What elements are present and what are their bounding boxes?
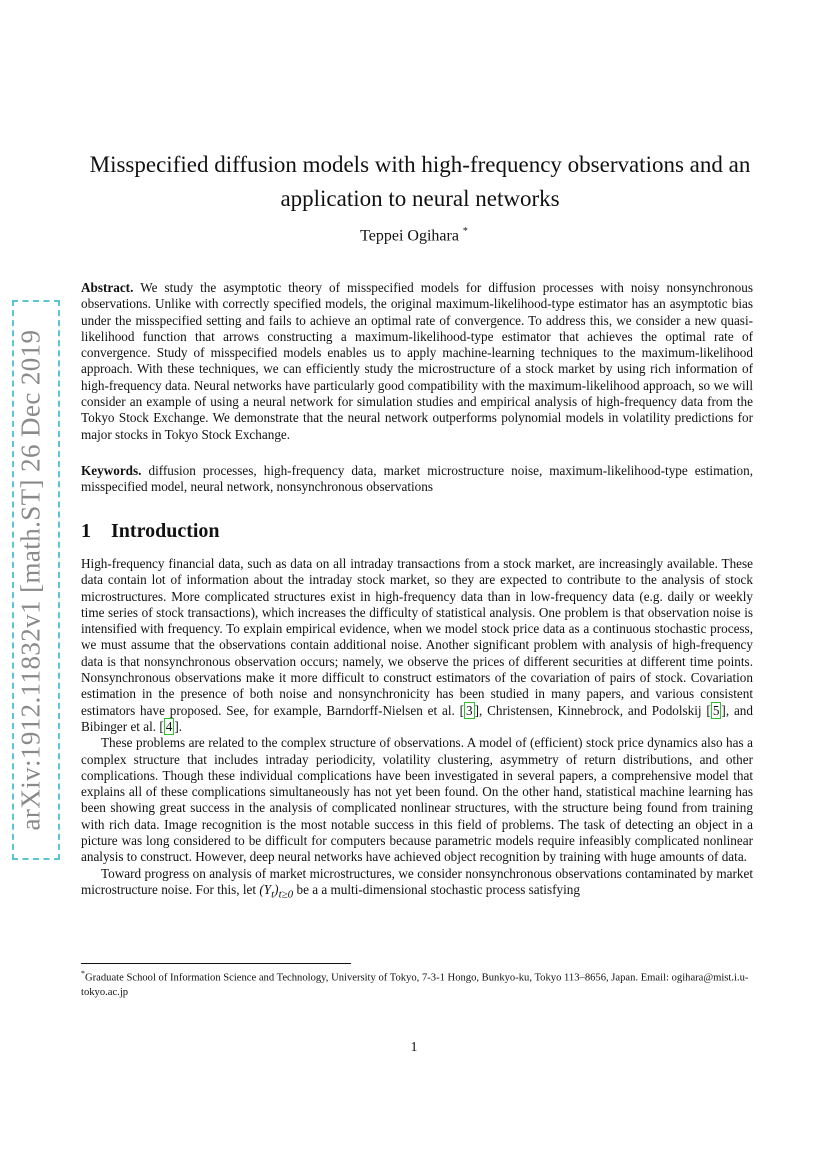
- footnote: [81, 967, 753, 1000]
- footnote-mark: *: [81, 969, 85, 978]
- footnote-text: Graduate School of Information Science and Technology, University of Tokyo, 7-3-1 Hongo, Bunkyo-ku, Tokyo 113–8656, Japan. Email: ogihara@mist.i.u-tokyo.ac.jp: [81, 972, 749, 998]
- author-name: Teppei Ogihara: [360, 227, 459, 245]
- keywords: [81, 463, 753, 496]
- section-number: 1: [81, 520, 91, 542]
- math-subscript: t≥0: [278, 888, 294, 901]
- abstract: [81, 280, 753, 443]
- math-expression: [259, 881, 294, 901]
- paragraph-text: be a a multi-dimensional stochastic process satisfying: [293, 881, 580, 897]
- abstract-text: We study the asymptotic theory of misspecified models for diffusion processes with noisy nonsynchronous observations. Unlike with correctly specified models, the original maximum-likelihood-type estimator has an asymptotic bias under the misspecified setting and fails to achieve an optimal rate of convergence. To address this, we consider a new quasi-likelihood function that arrows constructing a maximum-likelihood-type estimator that achieves the optimal rate of convergence. Study of misspecified models enables us to apply machine-learning techniques to the maximum-likelihood approach. With these techniques, we can efficiently study the microstructure of a stock market by using rich information of high-frequency data. Neural networks have particularly good compatibility with the maximum-likelihood approach, so we will consider an example of using a neural network for simulation studies and empirical analysis of high-frequency data from the Tokyo Stock Exchange. We demonstrate that the neural network outperforms polynomial models in volatility predictions for major stocks in Tokyo Stock Exchange.: [81, 280, 753, 442]
- paragraph-text: .: [178, 718, 183, 734]
- paragraph-text: Toward progress on analysis of market microstructures, we consider nonsynchronous observations contaminated by market microstructure noise. For this, let: [81, 865, 753, 897]
- paragraph-text: These problems are related to the complex structure of observations. A model of (efficient) stock price dynamics also has a complex structure that includes intraday periodicity, volatility clustering, asymmetry of return distributions, and other complications. Though these individual complications have been investigated in several papers, a comprehensive model that explains all of these complications simultaneously has not yet been found. On the other hand, statistical machine learning has been showing great success in the analysis of complicated nonlinear structures, with the structure being found from training with rich data. Image recognition is the most notable success in this field of problems. The task of detecting an object in a picture was long considered to be difficult for computers because parametric models require infeasibly complicated nonlinear analysis to construct. However, deep neural networks have achieved object recognition by training with huge amounts of data.: [81, 735, 753, 865]
- section-title: Introduction: [111, 520, 220, 542]
- math-subscript: t: [271, 888, 275, 901]
- author-footnote-mark: *: [462, 226, 468, 237]
- arxiv-stamp[interactable]: arXiv:1912.11832v1 [math.ST] 26 Dec 2019: [15, 329, 46, 831]
- math-part: ): [274, 881, 279, 897]
- paragraph-text: High-frequency financial data, such as data on all intraday transactions from a stock market, are increasingly available. These data contain lot of information about the intraday stock market, so they are expected to contribute to the analysis of stock microstructures. More complicated structures exist in high-frequency data than in low-frequency data (e.g. daily or weekly time series of stock transactions), which increases the difficulty of statistical analysis. One problem is that observation noise is intensified with frequency. To explain empirical evidence, when we model stock price data as a continuous stochastic process, we must assume that the observations contain additional noise. Another significant problem with analysis of high-frequency data is that nonsynchronous observation occurs; namely, we observe the prices of different securities at different time points. Nonsynchronous observations make it more difficult to construct estimators of the covariation of pairs of stock. Covariation estimation in the presence of both noise and nonsynchronicity has been studied in many papers, and various consistent estimators have proposed. See, for example, Barndorff-Nielsen et al.: [81, 556, 753, 718]
- paragraph: [81, 866, 753, 903]
- keywords-text: diffusion processes, high-frequency data, market microstructure noise, maximum-likelihood-type estimation, misspecified model, neural network, nonsynchronous observations: [81, 463, 754, 495]
- footnote-rule: [81, 963, 351, 964]
- abstract-label: Abstract.: [81, 280, 134, 295]
- keywords-label: Keywords.: [81, 463, 142, 478]
- page-number: 1: [410, 1040, 418, 1055]
- paragraph-text: , and Bibinger et al.: [81, 702, 753, 734]
- citation-link[interactable]: 4: [165, 718, 173, 734]
- paper-title: Misspecified diffusion models with high-frequency observations and an application to neural networks: [89, 152, 751, 211]
- section-heading: [81, 520, 220, 543]
- paragraph-text: , Christensen, Kinnebrock, and Podolskij: [479, 702, 707, 718]
- citation-link[interactable]: 5: [712, 702, 720, 718]
- author-line: [0, 226, 828, 245]
- introduction-body: [81, 556, 753, 903]
- paragraph: High-frequency financial data, such as data on all intraday transactions from a stock market, are increasingly available. These data contain lot of information about the intraday stock market, so they are expected to contribute to the analysis of stock microstructures. More complicated structures exist in high-frequency data than in low-frequency data (e.g. daily or weekly time series of stock transactions), which increases the difficulty of statistical analysis. One problem is that observation noise is intensified with frequency. To explain empirical evidence, when we model stock price data as a continuous stochastic process, we must assume that the observations contain additional noise. Another significant problem with analysis of high-frequency data is that nonsynchronous observation occurs; namely, we observe the prices of different securities at different time points. Nonsynchronous observations make it more difficult to construct estimators of the covariation of pairs of stock. Covariation estimation in the presence of both noise and nonsynchronicity has been studied in many papers, and various consistent estimators have proposed. See, for example, Barndorff-Nielsen et al. [ 3 ], Christensen, Kinnebrock, and Podolskij [ 5 ], and Bibinger et al. [ 4 ].: [81, 556, 753, 734]
- math-part: (Y: [259, 881, 272, 897]
- citation-link[interactable]: 3: [466, 702, 473, 718]
- paragraph: [81, 735, 753, 865]
